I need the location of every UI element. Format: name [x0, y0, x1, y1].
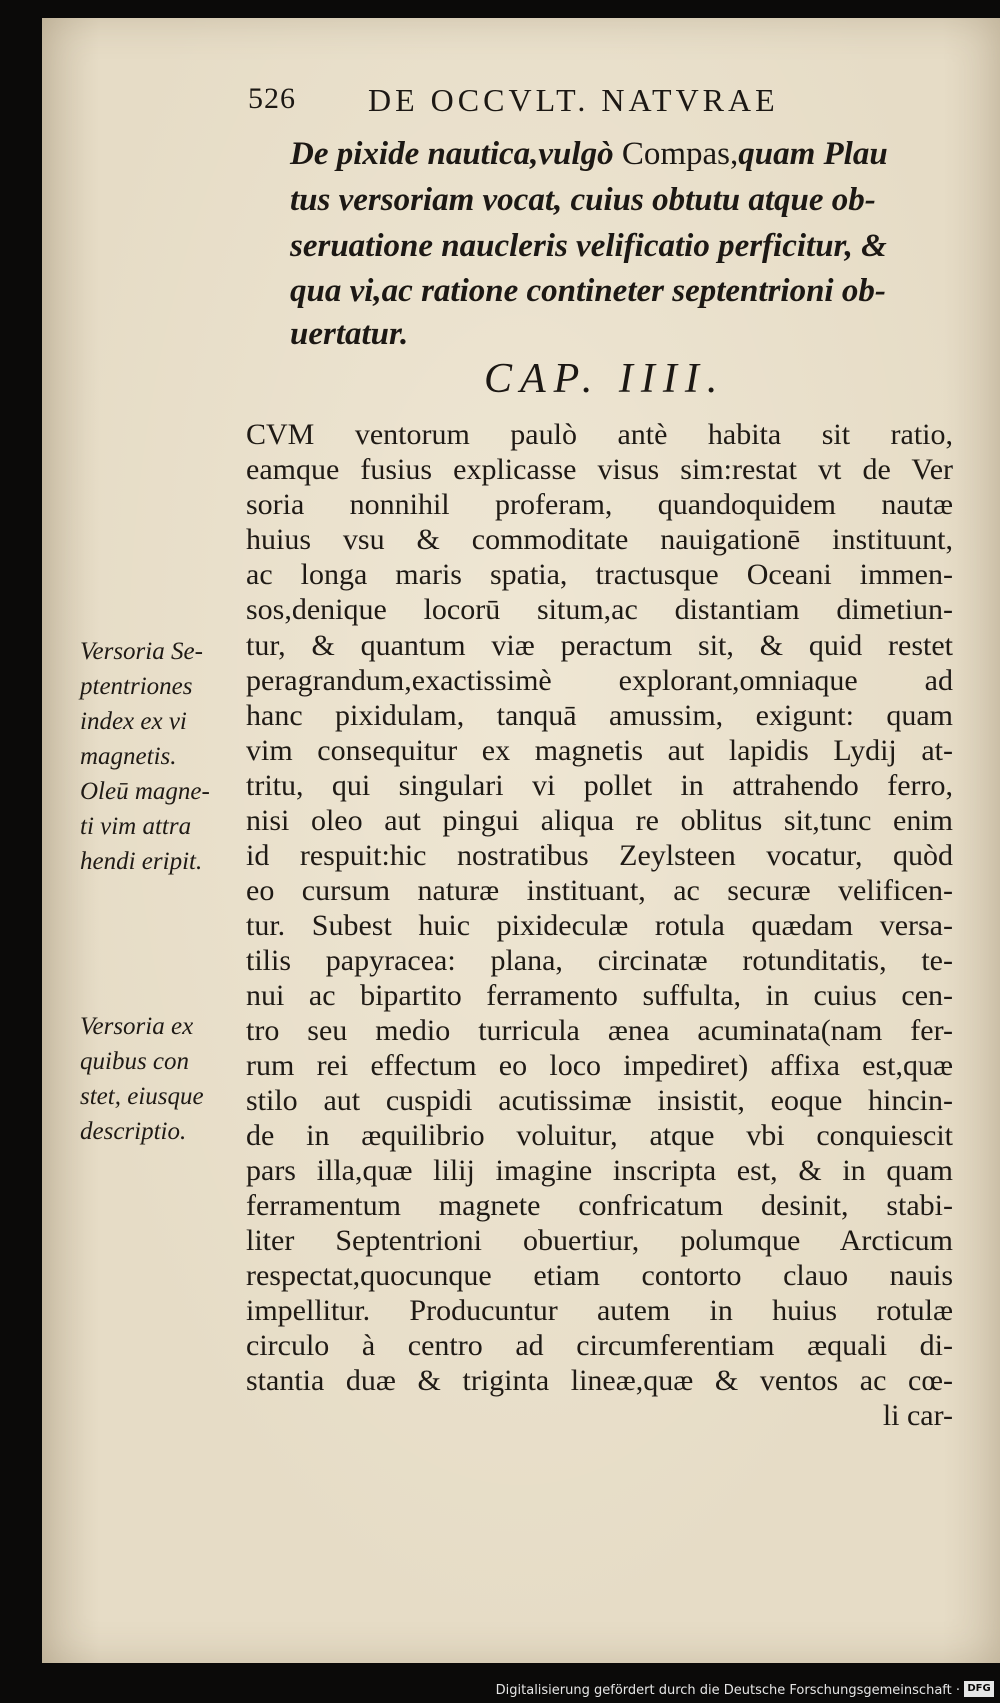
- body-line: eamque fusius explicasse visus sim:restat vt de Ver: [246, 453, 953, 486]
- title-text: tus versoriam vocat, cuius obtutu atque ob-: [290, 182, 876, 218]
- margin-note-line: stet, eiusque: [80, 1083, 204, 1110]
- margin-note-line: quibus con: [80, 1048, 190, 1075]
- title-text: uertatur.: [290, 316, 409, 352]
- footer-bar: [0, 1675, 1000, 1703]
- margin-note-line: ti vim attra: [80, 813, 192, 840]
- body-line: circulo à centro ad circumferentiam æquali di-: [246, 1329, 953, 1362]
- body-line: tilis papyracea: plana, circinatæ rotunditatis, te-: [246, 944, 953, 977]
- body-line: hanc pixidulam, tanquā amussim, exigunt: quam: [246, 699, 953, 732]
- body-line: nui ac bipartito ferramento suffulta, in cuius cen-: [246, 979, 953, 1012]
- body-line: tritu, qui singulari vi pollet in attrahendo ferro,: [246, 769, 953, 802]
- catchword: li car-: [882, 1399, 953, 1432]
- dfg-logo: DFG: [964, 1681, 994, 1697]
- margin-note-line: descriptio.: [80, 1118, 187, 1145]
- margin-note-line: magnetis.: [80, 743, 177, 770]
- body-line: de in æquilibrio voluitur, atque vbi conquiescit: [246, 1119, 953, 1152]
- page-number: 526: [248, 82, 296, 115]
- margin-note-line: ptentriones: [80, 673, 193, 700]
- title-line: [290, 275, 886, 308]
- title-line: [290, 184, 876, 217]
- body-line: ferramentum magnete confricatum desinit, stabi-: [246, 1189, 953, 1222]
- title-text: De pixide nautica,vulgò: [290, 136, 622, 172]
- body-line: nisi oleo aut pingui aliqua re oblitus sit,tunc enim: [246, 804, 953, 837]
- body-line: ac longa maris spatia, tractusque Oceani immen-: [246, 558, 953, 591]
- body-line: liter Septentrioni obuertiur, polumque Arcticum: [246, 1224, 953, 1257]
- body-line: peragrandum,exactissimè explorant,omniaque ad: [246, 664, 953, 697]
- title-text: seruatione naucleris velificatio perficitur, &: [290, 228, 887, 264]
- body-line: pars illa,quæ lilij imagine inscripta est, & in quam: [246, 1154, 953, 1187]
- body-line: eo cursum naturæ instituant, ac securæ velificen-: [246, 874, 953, 907]
- margin-note-line: index ex vi: [80, 708, 187, 735]
- body-line: soria nonnihil proferam, quandoquidem nautæ: [246, 488, 953, 521]
- body-line: id respuit:hic nostratibus Zeylsteen vocatur, quòd: [246, 839, 953, 872]
- body-line: sos,denique locorū situm,ac distantiam dimetiun-: [246, 593, 953, 626]
- chapter-heading: CAP. IIII.: [484, 356, 726, 402]
- body-line: tro seu medio turricula ænea acuminata(nam fer-: [246, 1014, 953, 1047]
- title-upright-text: Compas,: [621, 136, 739, 172]
- margin-note-line: Versoria ex: [80, 1013, 194, 1040]
- title-line: [290, 138, 888, 171]
- body-line: huius vsu & commoditate nauigationē instituunt,: [246, 523, 953, 556]
- title-text: qua vi,ac ratione contineter septentrioni ob-: [290, 273, 886, 309]
- body-line: stantia duæ & triginta lineæ,quæ & ventos ac cœ-: [246, 1364, 953, 1397]
- body-line: respectat,quocunque etiam contorto clauo nauis: [246, 1259, 953, 1292]
- margin-note-line: Oleū magne-: [80, 778, 210, 805]
- page-header: [248, 82, 888, 122]
- title-line: [290, 318, 408, 351]
- title-text: quam Plau: [738, 136, 888, 172]
- body-line: impellitur. Producuntur autem in huius rotulæ: [246, 1294, 953, 1327]
- body-line: stilo aut cuspidi acutissimæ insistit, eoque hincin-: [246, 1084, 953, 1117]
- body-line: tur. Subest huic pixideculæ rotula quædam versa-: [246, 909, 953, 942]
- body-line: rum rei effectum eo loco impediret) affixa est,quæ: [246, 1049, 953, 1082]
- body-line: vim consequitur ex magnetis aut lapidis Lydij at-: [246, 734, 953, 767]
- body-line: tur, & quantum viæ peractum sit, & quid restet: [246, 629, 953, 662]
- margin-note-line: Versoria Se-: [80, 638, 203, 665]
- footer-credit: Digitalisierung gefördert durch die Deutsche Forschungsgemeinschaft ·: [495, 1683, 960, 1698]
- body-line: CVM ventorum paulò antè habita sit ratio,: [246, 418, 953, 451]
- margin-note-line: hendi eripit.: [80, 848, 203, 875]
- running-head: DE OCCVLT. NATVRAE: [368, 82, 779, 118]
- title-line: [290, 230, 887, 263]
